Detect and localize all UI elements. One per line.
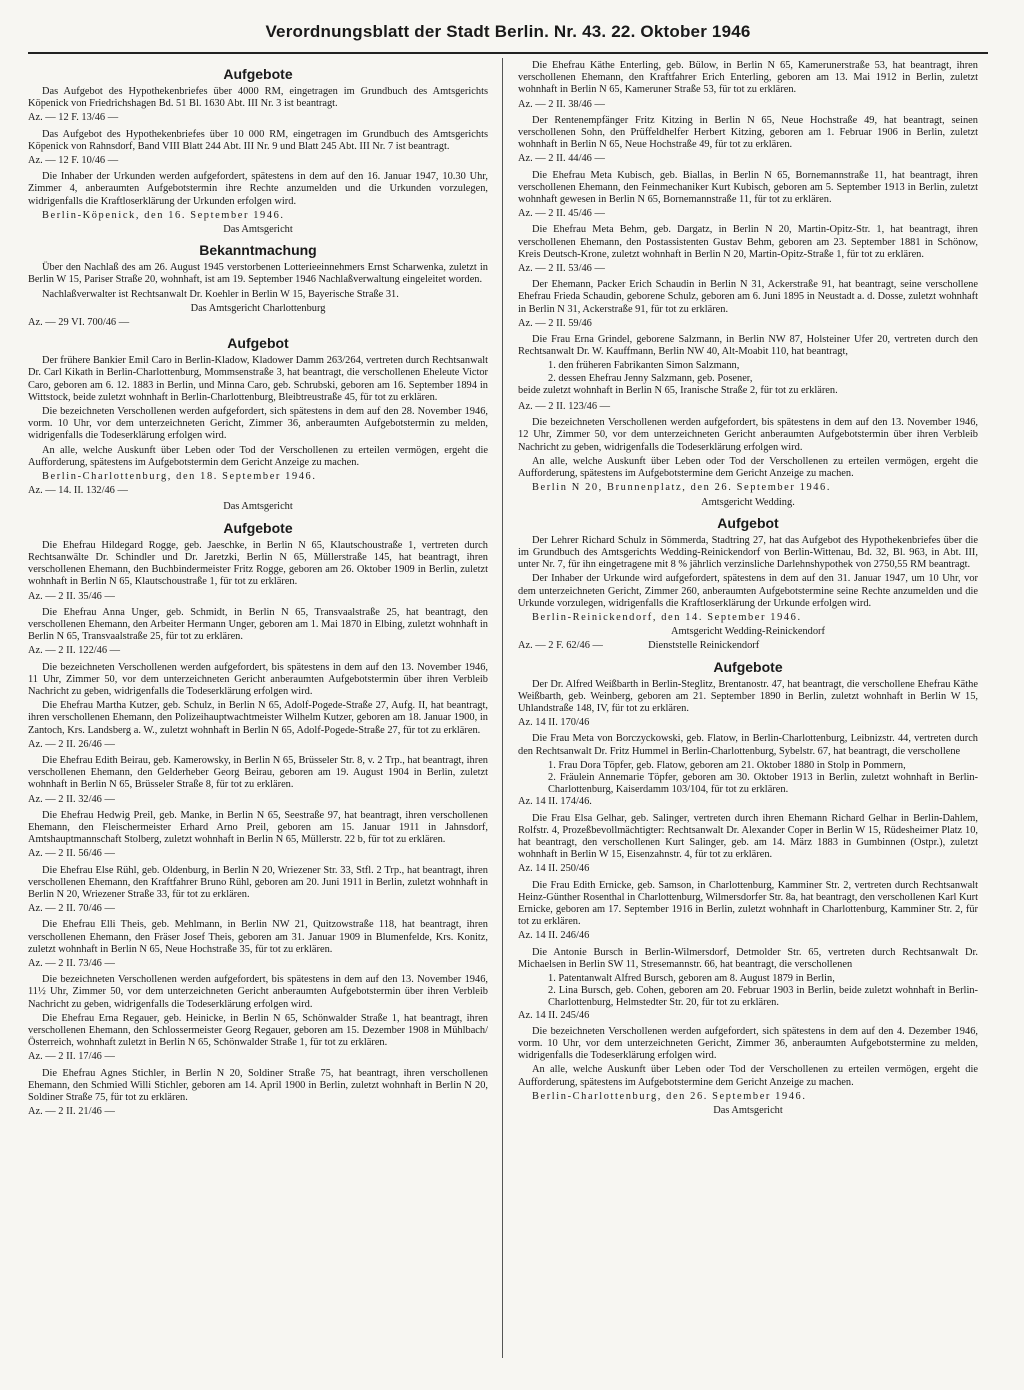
file-reference: Az. — 2 II. 70/46 — <box>28 903 115 915</box>
page-header <box>28 18 988 54</box>
file-reference-number: Az. — 2 F. 62/46 — <box>518 640 603 652</box>
document-page <box>28 14 988 1374</box>
paragraph: Die Ehefrau Agnes Stichler, in Berlin N 20, Soldiner Straße 75, hat beantragt, ihren verschollenen Ehemann, den Schmied Willi Stichler, geboren am 14. April 1900 in Berlin, zuletzt wohnhaft in Berlin N 20, Soldiner Straße 75, für tot zu erklären. <box>28 1067 488 1104</box>
paragraph: Die bezeichneten Verschollenen werden aufgefordert, sich spätestens in dem auf den 28. November 1946, vorm. 10 Uhr, vor dem unterzeichneten Gericht, Zimmer 36, anberaumten Aufgebotstermin zu melden, widrigenfalls die Todeserklärung erfolgen wird. <box>28 406 488 442</box>
file-reference: Az. — 29 VI. 700/46 — <box>28 317 130 329</box>
paragraph: Der Dr. Alfred Weißbarth in Berlin-Steglitz, Brentanostr. 47, hat beantragt, die verschollene Ehefrau Käthe Weißbarth, geb. Weinberg, geboren am 21. September 1890 in Berlin, zuletzt wohnhaft in Berlin W 15, Uhlandstraße 148, IV, für tot zu erklären. <box>518 678 978 714</box>
paragraph: Die bezeichneten Verschollenen werden aufgefordert, bis spätestens in dem auf den 13. November 1946, 11½ Uhr, Zimmer 50, vor dem unterzeichneten Gericht anberaumten Aufgebotstermin über ihren Verbleib Nachricht zu geben, widrigenfalls die Todeserklärung erfolgen wird. <box>28 974 488 1010</box>
file-reference: Az. — 2 II. 35/46 — <box>28 590 115 602</box>
section-heading: Aufgebote <box>223 519 293 536</box>
paragraph: Das Aufgebot des Hypothekenbriefes über 10 000 RM, eingetragen im Grundbuch des Amtsgerichts Köpenick von Rahnsdorf, Band VIII Blatt 244 Abt. III Nr. 9 und Blatt 245 Abt. III Nr. 7 ist beantragt. <box>28 128 488 152</box>
paragraph: Die Ehefrau Edith Beirau, geb. Kamerowsky, in Berlin N 65, Brüsseler Str. 8, v. 2 Trp., hat beantragt, ihren verschollenen Ehemann, den Gelderheber Georg Beirau, geboren am 19. August 1904 in Berlin, zuletzt wohnhaft in Berlin N 65, Brüsseler Straße 8, für tot zu erklären. <box>28 754 488 791</box>
notice-aufgebot-schulz <box>518 515 978 653</box>
notice-aufgebote-wedding-continued <box>518 60 978 509</box>
court-signature: Das Amtsgericht <box>223 501 293 513</box>
paragraph: Die Frau Edith Ernicke, geb. Samson, in Charlottenburg, Kamminer Str. 2, vertreten durch Rechtsanwalt Heinz-Günther Rosenthal in Charlottenburg, Wilmersdorfer Str. 8a, hat beantragt, den verschollenen Karl Kurt Ernicke, geboren am 17. September 1916 in Berlin, zuletzt wohnhaft in Charlottenburg, Kamminer Str. 2, für tot zu erklären. <box>518 879 978 928</box>
file-reference: Az. — 2 II. 59/46 <box>518 317 592 329</box>
paragraph: Die Frau Erna Grindel, geborene Salzmann, in Berlin NW 87, Holsteiner Ufer 20, vertreten durch den Rechtsanwalt Dr. W. Kauffmann, Berlin NW 40, Alt-Moabit 110, hat beantragt, <box>518 334 978 358</box>
paragraph: Die Frau Elsa Gelhar, geb. Salinger, vertreten durch ihren Ehemann Richard Gelhar in Berlin-Dahlem, Rolfstr. 4, Prozeßbevollmächtigter: Rechtsanwalt Dr. Alexander Coper in Berlin W 15, Rüdesheimer Platz 10, hat beantragt, den verschollenen Kurt Salinger, geb. am 14. März 1883 in Gumbinnen (Ostpr.), zuletzt wohnhaft in Berlin W 15, Eisenzahnstr. 4, für tot zu erklären. <box>518 812 978 861</box>
left-column <box>28 60 488 1122</box>
page-title: Verordnungsblatt der Stadt Berlin. Nr. 43. 22. Oktober 1946 <box>265 22 751 41</box>
file-reference: Az. — 2 II. 56/46 — <box>28 848 115 860</box>
paragraph: Die bezeichneten Verschollenen werden aufgefordert, bis spätestens in dem auf den 13. November 1946, 12 Uhr, Zimmer 50, vor dem unterzeichneten Gericht anberaumten Aufgebotstermin über ihren Verbleib Nachricht zu geben, widrigenfalls die Todeserklärung erfolgen wird. <box>518 417 978 453</box>
notice-aufgebote-wedding <box>28 520 488 1119</box>
section-heading: Aufgebot <box>717 514 779 531</box>
paragraph: Die Ehefrau Käthe Enterling, geb. Bülow, in Berlin N 65, Kamerunerstraße 53, hat beantragt, ihren verschollenen Ehemann, den Kraftfahrer Erich Enterling, geboren am 13. Mai 1912 in Berlin, zuletzt wohnhaft in Berlin N 65, Kameruner Straße 53, für tot zu erklären. <box>518 60 978 96</box>
paragraph: Die Ehefrau Meta Behm, geb. Dargatz, in Berlin N 20, Martin-Opitz-Str. 1, hat beantragt, ihren verschollenen Ehemann, den Postassistenten Gustav Behm, geboren am 23. September 1881 in Schönow, Kreis Deutsch-Krone, zuletzt wohnhaft in Berlin N 20, Martin-Opitz-Straße 1, für tot zu erklären. <box>518 224 978 260</box>
file-reference: Az. — 2 II. 26/46 — <box>28 738 115 750</box>
notice-aufgebote-koepenick <box>28 66 488 236</box>
court-signature: Das Amtsgericht <box>223 224 293 236</box>
notice-bekanntmachung <box>28 242 488 329</box>
file-reference: Az. — 14. II. 132/46 — <box>28 485 128 497</box>
file-reference <box>518 640 978 652</box>
paragraph: Der Rentenempfänger Fritz Kitzing in Berlin N 65, Neue Hochstraße 49, hat beantragt, seinen verschollenen Sohn, den Prüffeldhelfer Herbert Kitzing, geboren am 1. Februar 1906 in Berlin, zuletzt wohnhaft in Berlin N 65, Neue Hochstraße 49, für tot zu erklären. <box>518 114 978 151</box>
court-signature: Das Amtsgericht <box>713 1105 783 1117</box>
paragraph: Die Frau Meta von Borczyckowski, geb. Flatow, in Berlin-Charlottenburg, Leibnizstr. 44, vertreten durch den Rechtsanwalt Dr. Fritz Hummel in Berlin-Charlottenburg, Sybelstr. 67, hat beantragt, die verschollene <box>518 733 978 757</box>
paragraph: Die Ehefrau Martha Kutzer, geb. Schulz, in Berlin N 65, Adolf-Pogede-Straße 27, Aufg. II, hat beantragt, ihren verschollenen Ehemann, den Polizeihauptwachtmeister Wilhelm Kutzer, geboren am 18. Januar 1900, in Zantoch, Krs. Landsberg a. W., zuletzt wohnhaft in Berlin N 65, Adolf-Pogede-Straße 27, für tot zu erklären. <box>28 700 488 736</box>
place-date: Berlin N 20, Brunnenplatz, den 26. September 1946. <box>532 482 832 494</box>
paragraph: Nachlaßverwalter ist Rechtsanwalt Dr. Koehler in Berlin W 15, Bayerische Straße 31. <box>42 288 399 300</box>
file-reference: Az. 14 II. 245/46 <box>518 1009 590 1021</box>
file-reference: Az. — 2 II. 53/46 — <box>518 263 605 275</box>
file-reference: Az. — 2 II. 45/46 — <box>518 208 605 220</box>
paragraph: Die Antonie Bursch in Berlin-Wilmersdorf, Detmolder Str. 65, vertreten durch Rechtsanwalt Dr. Michaelsen in Berlin SW 11, Stresemannstr. 66, hat beantragt, die verschollenen <box>518 946 978 970</box>
place-date: Berlin-Charlottenburg, den 18. September 1946. <box>42 471 317 483</box>
paragraph: An alle, welche Auskunft über Leben oder Tod der Verschollenen zu erteilen vermögen, ergeht die Aufforderung, spätestens im Aufgebotstermine dem Gericht Anzeige zu machen. <box>518 455 978 480</box>
paragraph: Die Ehefrau Erna Regauer, geb. Heinicke, in Berlin N 65, Schönwalder Straße 1, hat beantragt, ihren verschollenen Ehemann, den Schlossermeister Georg Regauer, geboren am 15. Dezember 1908 in Mühlbach/Österreich, wohnhaft zuletzt in Berlin N 65, Schönwalder Straße 1, für tot zu erklären. <box>28 1012 488 1049</box>
right-column <box>518 60 978 1121</box>
file-reference: Az. — 2 II. 17/46 — <box>28 1051 115 1063</box>
paragraph: An alle, welche Auskunft über Leben oder Tod der Verschollenen zu erteilen vermögen, ergeht die Aufforderung, spätestens im Aufgebotstermine dem Gericht Anzeige zu machen. <box>518 1064 978 1088</box>
file-reference: Az. — 2 II. 44/46 — <box>518 153 605 165</box>
paragraph: Die Ehefrau Meta Kubisch, geb. Biallas, in Berlin N 65, Bornemannstraße 11, hat beantragt, ihren verschollenen Ehemann, den Feinmechaniker Kurt Kubisch, geboren am 5. September 1913 in Berlin, zuletzt wohnhaft gewesen in Berlin N 65, Bornemannstraße 11, für tot zu erklären. <box>518 169 978 206</box>
list-item: 2. Lina Bursch, geb. Cohen, geboren am 20. Februar 1903 in Berlin, beide zuletzt wohnhaft in Berlin-Charlottenburg, Helmstedter Str. 20, für tot zu erklären. <box>548 985 978 1009</box>
paragraph: Der Lehrer Richard Schulz in Sömmerda, Stadtring 27, hat das Aufgebot des Hypothekenbriefes über die im Grundbuch des Amtsgerichts Wedding-Reinickendorf von Berlin-Wittenau, Bd. 32, Bl. 963, in Abt. III, unter Nr. 7, für ihn eingetragene mit 8 % jährlich verzinsliche Darlehnshypothek von 2750,55 RM beantragt. <box>518 534 978 571</box>
file-reference: Az. — 2 II. 32/46 — <box>28 793 115 805</box>
paragraph: Die Ehefrau Hedwig Preil, geb. Manke, in Berlin N 65, Seestraße 97, hat beantragt, ihren verschollenen Ehemann, den Fleischermeister Erhard Arno Preil, geboren am 15. Januar 1911 in Jahnsdorf, Amtshauptmannschaft Stolberg, zuletzt wohnhaft in Berlin N 65, Müllerstr. 22 b, für tot zu erklären. <box>28 809 488 846</box>
paragraph: Das Aufgebot des Hypothekenbriefes über 4000 RM, eingetragen im Grundbuch des Amtsgerichts Köpenick von Friedrichshagen Bd. 51 Bl. 1630 Abt. III Nr. 3 ist beantragt. <box>28 86 488 110</box>
section-heading: Aufgebote <box>223 66 293 82</box>
paragraph: Der Ehemann, Packer Erich Schaudin in Berlin N 31, Ackerstraße 91, hat beantragt, seine verschollene Ehefrau Frieda Schaudin, geborene Schulz, geboren am 6. Juni 1895 in Neustadt a. d. Dosse, zuletzt wohnhaft in Berlin N 31, Ackerstraße 91, für tot zu erklären. <box>518 279 978 315</box>
court-signature: Das Amtsgericht Charlottenburg <box>190 302 326 314</box>
paragraph: Der Inhaber der Urkunde wird aufgefordert, spätestens in dem auf den 31. Januar 1947, um 10 Uhr, vor dem unterzeichneten Gericht, Zimmer 260, anberaumten Aufgebotstermine seine Rechte anzumelden und die Urkunde vorzulegen, widrigenfalls die Kraftloserklärung der Urkunde erfolgen wird. <box>518 573 978 609</box>
paragraph: beide zuletzt wohnhaft in Berlin N 65, Iranische Straße 2, für tot zu erklären. <box>518 384 838 396</box>
section-heading: Bekanntmachung <box>199 242 317 259</box>
paragraph: Der frühere Bankier Emil Caro in Berlin-Kladow, Kladower Damm 263/264, vertreten durch Rechtsanwalt Dr. Carl Kikath in Berlin-Charlottenburg, Mommsenstraße 3, hat beantragt, die verschollenen Eheleute Victor Caro, geboren am 6. 12. 1883 in Berlin, und Minna Caro, geb. Schrubski, geboren am 16. September 1894 in Wittstock, beide zuletzt wohnhaft in Berlin-Charlottenburg, Bleibtreustraße 45, für tot zu erklären. <box>28 355 488 403</box>
list-item: 1. Patentanwalt Alfred Bursch, geboren am 8. August 1879 in Berlin, <box>548 973 835 984</box>
paragraph: An alle, welche Auskunft über Leben oder Tod der Verschollenen zu erteilen vermögen, ergeht die Aufforderung, spätestens im Aufgebotstermin dem Gericht Anzeige zu machen. <box>28 444 488 468</box>
file-reference: Az. 14 II. 246/46 <box>518 930 590 942</box>
court-signature: Amtsgericht Wedding. <box>701 496 795 508</box>
column-divider <box>502 58 503 1358</box>
section-heading: Aufgebot <box>227 335 289 352</box>
place-date: Berlin-Charlottenburg, den 26. September 1946. <box>532 1090 807 1102</box>
file-reference: Az. — 2 II. 21/46 — <box>28 1106 115 1118</box>
file-reference: Az. — 2 II. 38/46 — <box>518 98 605 110</box>
section-heading: Aufgebote <box>713 658 783 675</box>
file-reference: Az. — 2 II. 73/46 — <box>28 957 115 969</box>
paragraph: Die bezeichneten Verschollenen werden aufgefordert, bis spätestens in dem auf den 13. November 1946, 11 Uhr, Zimmer 50, vor dem unterzeichneten Gericht anberaumten Aufgebotstermin über ihren Verbleib Nachricht zu geben, widrigenfalls die Todeserklärung erfolgen wird. <box>28 661 488 697</box>
paragraph: Die bezeichneten Verschollenen werden aufgefordert, sich spätestens in dem auf den 4. Dezember 1946, vorm. 10 Uhr, vor dem unterzeichneten Gericht, Zimmer 36, anberaumten Aufgebotstermine zu melden, widrigenfalls die Todeserklärung erfolgen wird. <box>518 1025 978 1062</box>
court-office: Dienststelle Reinickendorf <box>648 640 760 652</box>
list-item: 1. den früheren Fabrikanten Simon Salzmann, <box>548 360 740 372</box>
place-date: Berlin-Köpenick, den 16. September 1946. <box>42 209 285 221</box>
file-reference: Az. 14 II. 170/46 <box>518 717 590 729</box>
paragraph: Die Ehefrau Anna Unger, geb. Schmidt, in Berlin N 65, Transvaalstraße 25, hat beantragt, den verschollenen Ehemann, den Arbeiter Hermann Unger, geboren am 1. Mai 1870 in Elbing, zuletzt wohnhaft in Berlin N 65, Transvaalstraße 25, für tot zu erklären. <box>28 606 488 643</box>
file-reference: Az. — 2 II. 122/46 — <box>28 645 121 657</box>
list-item: 2. dessen Ehefrau Jenny Salzmann, geb. Posener, <box>548 372 753 384</box>
paragraph: Die Inhaber der Urkunden werden aufgefordert, spätestens in dem auf den 16. Januar 1947, 10.30 Uhr, Zimmer 4, anberaumten Aufgebotstermin ihre Rechte anzumelden und die Urkunden vorzulegen, widrigenfalls die Kraftloserklärung der Urkunden erfolgen wird. <box>28 171 488 207</box>
paragraph: Die Ehefrau Else Rühl, geb. Oldenburg, in Berlin N 20, Wriezener Str. 33, Stfl. 2 Trp., hat beantragt, ihren verschollenen Ehemann, den Kraftfahrer Bruno Rühl, geboren am 20. Juni 1911 in Berlin, zuletzt wohnhaft in Berlin N 20, Wriezener Straße 33, für tot zu erklären. <box>28 864 488 900</box>
file-reference: Az. — 12 F. 10/46 — <box>28 155 119 167</box>
notice-aufgebote-charlottenburg <box>518 659 978 1118</box>
file-reference: Az. — 2 II. 123/46 — <box>518 401 611 413</box>
court-signature: Amtsgericht Wedding-Reinickendorf <box>671 626 825 638</box>
list-item: 2. Fräulein Annemarie Töpfer, geboren am 30. Oktober 1913 in Berlin, zuletzt wohnhaft in Berlin-Charlottenburg, Kaiserdamm 103/104, für tot zu erklären. <box>548 771 978 796</box>
paragraph: Die Ehefrau Elli Theis, geb. Mehlmann, in Berlin NW 21, Quitzowstraße 118, hat beantragt, ihren verschollenen Ehemann, den Fräser Josef Theis, geboren am 31. Januar 1909 in Blumenfelde, Krs. Konitz, zuletzt wohnhaft in Berlin N 65, Neue Hochstraße 35, für tot zu erklären. <box>28 919 488 955</box>
file-reference: Az. — 12 F. 13/46 — <box>28 112 119 124</box>
paragraph: Über den Nachlaß des am 26. August 1945 verstorbenen Lotterieeinnehmers Ernst Scharwenka, zuletzt in Berlin W 15, Pariser Straße 20, wohnhaft, ist am 19. September 1946 Nachlaßverwaltung eingeleitet worden. <box>28 262 488 286</box>
file-reference: Az. 14 II. 250/46 <box>518 863 590 875</box>
file-reference: Az. 14 II. 174/46. <box>518 796 592 808</box>
place-date: Berlin-Reinickendorf, den 14. September 1946. <box>532 611 802 623</box>
notice-aufgebot-caro <box>28 335 488 513</box>
list-item: 1. Frau Dora Töpfer, geb. Flatow, geboren am 21. Oktober 1880 in Stolp in Pommern, <box>548 759 906 771</box>
paragraph: Die Ehefrau Hildegard Rogge, geb. Jaeschke, in Berlin N 65, Klautschoustraße 1, vertreten durch Rechtsanwälte Dr. Schindler und Dr. Jaretzki, Berlin N 65, Müllerstraße 145, hat beantragt, ihren verschollenen Ehemann, den Buchbindermeister Fritz Rogge, geboren am 26. Oktober 1909 in Berlin, zuletzt wohnhaft in Berlin N 65, Klautschoustraße 1, für tot zu erklären. <box>28 539 488 588</box>
